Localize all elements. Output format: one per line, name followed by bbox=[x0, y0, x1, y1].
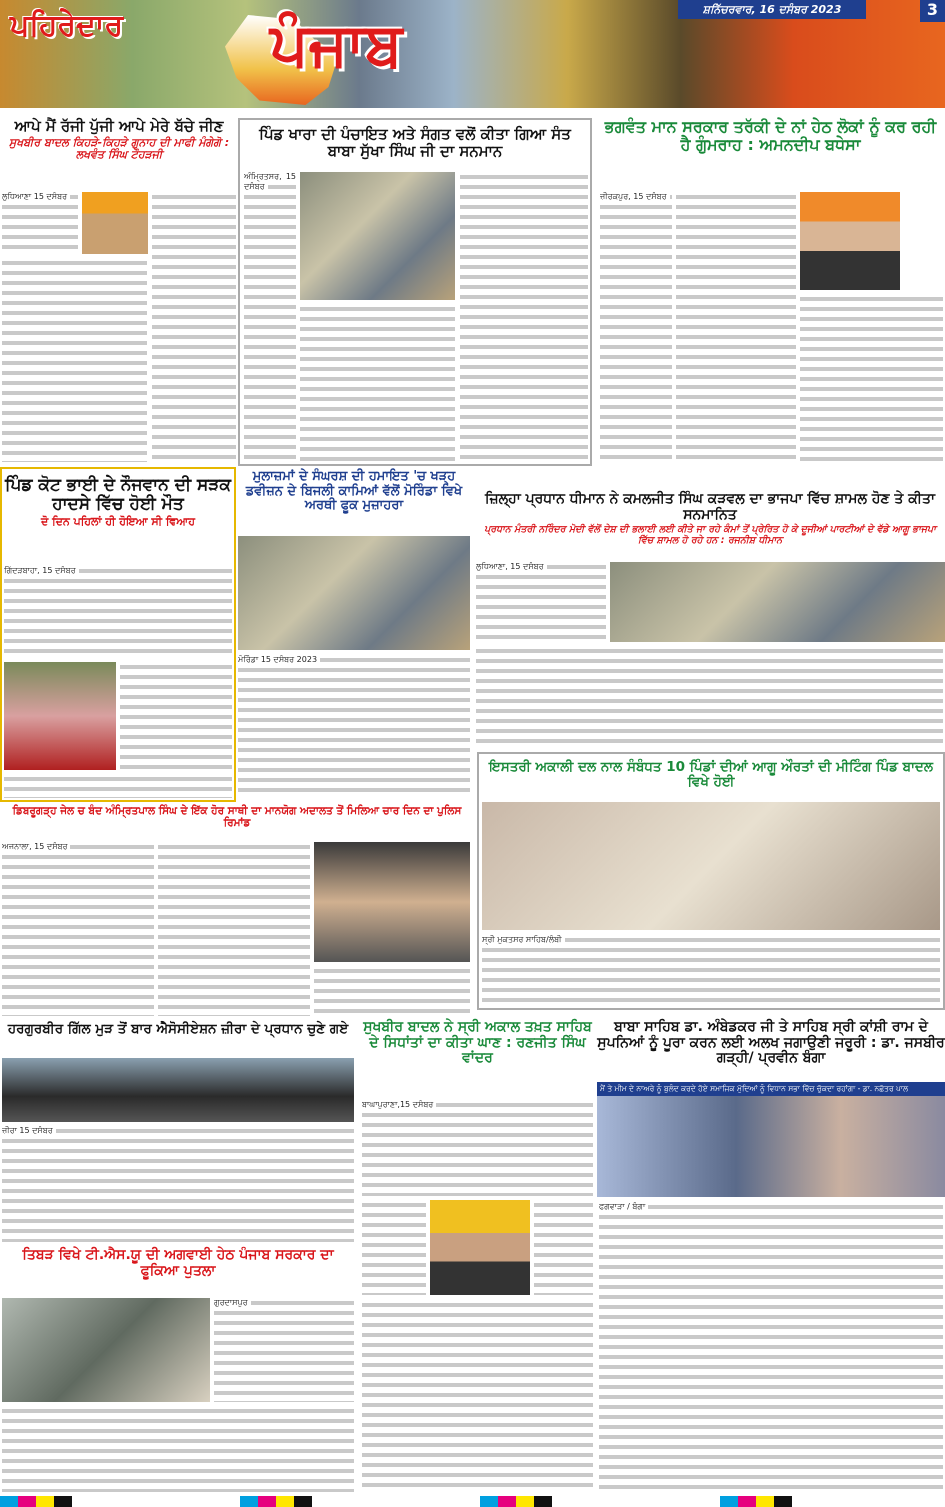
article-11-photo-banner: ਮੈਂ ਤੇ ਮੀਮ ਦੇ ਨਾਅਰੇ ਨੂੰ ਬੁਲੰਦ ਕਰਦੇ ਹੋਏ ਸਮਾਜਿਕ ਮੁੱਦਿਆਂ ਨੂੰ ਵਿਧਾਨ ਸਭਾ ਵਿੱਚ ਚੁੱਕਦਾ ਰਹਾਂਗਾ - ਡਾ. ਨਛੱਤਰ ਪਾਲ bbox=[597, 1082, 945, 1096]
article-7-photo bbox=[482, 802, 940, 930]
article-7-head bbox=[482, 760, 940, 790]
article-4-head bbox=[4, 476, 232, 528]
article-1-body-col1 bbox=[2, 258, 147, 462]
article-1-head bbox=[2, 118, 236, 161]
article-1-photo bbox=[82, 192, 148, 254]
article-12-headline: ਤਿਬੜ ਵਿਖੇ ਟੀ.ਐਸ.ਯੂ ਦੀ ਅਗਵਾਈ ਹੇਠ ਪੰਜਾਬ ਸਰਕਾਰ ਦਾ ਫੂਕਿਆ ਪੁਤਲਾ bbox=[22, 1247, 334, 1279]
article-11-headline: ਬਾਬਾ ਸਾਹਿਬ ਡਾ. ਅੰਬੇਡਕਰ ਜੀ ਤੇ ਸਾਹਿਬ ਸ੍ਰੀ ਕਾਂਸ਼ੀ ਰਾਮ ਦੇ ਸੁਪਨਿਆਂ ਨੂੰ ਪੂਰਾ ਕਰਨ ਲਈ ਅਲਖ ਜਗਾਉਣੀ ਜਰੂਰੀ : ਡਾ. ਜਸਬੀਰ ਗੜ੍ਹੀ/ ਪ੍ਰਵੀਨ ਬੰਗਾ bbox=[597, 1019, 945, 1067]
article-10-body-end bbox=[362, 1300, 593, 1492]
article-7-headline: ਇਸਤਰੀ ਅਕਾਲੀ ਦਲ ਨਾਲ ਸੰਬੰਧਤ 10 ਪਿੰਡਾਂ ਦੀਆਂ ਆਗੂ ਔਰਤਾਂ ਦੀ ਮੀਟਿੰਗ ਪਿੰਡ ਬਾਦਲ ਵਿਖੇ ਹੋਈ bbox=[489, 759, 933, 791]
section-title: ਪੰਜਾਬ bbox=[270, 10, 403, 80]
article-9-head bbox=[2, 1022, 354, 1037]
issue-date: ਸ਼ਨਿੱਚਰਵਾਰ, 16 ਦਸੰਬਰ 2023 bbox=[678, 0, 866, 19]
article-4-body-end bbox=[4, 774, 232, 798]
article-3-photo bbox=[800, 192, 900, 290]
print-color-bar bbox=[0, 1496, 945, 1507]
article-2-headline: ਪਿੰਡ ਖਾਰਾ ਦੀ ਪੰਚਾਇਤ ਅਤੇ ਸੰਗਤ ਵਲੋਂ ਕੀਤਾ ਗਿਆ ਸੰਤ ਬਾਬਾ ਸੁੱਖਾ ਸਿੰਘ ਜੀ ਦਾ ਸਨਮਾਨ bbox=[259, 125, 571, 160]
article-6-photo bbox=[610, 562, 945, 642]
article-3-body-col2 bbox=[676, 192, 796, 462]
article-4-body-col2 bbox=[120, 662, 232, 770]
article-11-head bbox=[597, 1020, 945, 1067]
article-8-body-col3 bbox=[314, 966, 470, 1016]
article-12-body: ਗੁਰਦਾਸਪੁਰ bbox=[214, 1298, 354, 1402]
article-1-subheadline: ਸੁਖਬੀਰ ਬਾਦਲ ਕਿਹੜੇ-ਕਿਹੜੇ ਗੁਨਾਹ ਦੀ ਮਾਫੀ ਮੰਗੇਗੋ : ਲਖਵੰਤ ਸਿੰਘ ਟੌਹੜਜੀ bbox=[8, 135, 230, 162]
article-12-head bbox=[2, 1248, 354, 1279]
article-3-body-col3 bbox=[800, 294, 943, 462]
article-10-headline: ਸੁਖਬੀਰ ਬਾਦਲ ਨੇ ਸ੍ਰੀ ਅਕਾਲ ਤਖ਼ਤ ਸਾਹਿਬ ਦੇ ਸਿਧਾਂਤਾਂ ਦਾ ਕੀਤਾ ਘਾਣ : ਰਣਜੀਤ ਸਿੰਘ ਵਾਂਦਰ bbox=[363, 1019, 592, 1067]
article-1-body: ਲੁਧਿਆਣਾ 15 ਦਸੰਬਰ bbox=[2, 192, 78, 254]
article-3-headline: ਭਗਵੰਤ ਮਾਨ ਸਰਕਾਰ ਤਰੱਕੀ ਦੇ ਨਾਂ ਹੇਠ ਲੋਕਾਂ ਨੂੰ ਕਰ ਰਹੀ ਹੈ ਗੁੰਮਰਾਹ : ਅਮਨਦੀਪ ਬਧੇਸਾ bbox=[604, 117, 937, 154]
article-9-photo bbox=[2, 1058, 354, 1122]
article-6-body-end bbox=[476, 646, 943, 746]
article-10-head bbox=[360, 1020, 595, 1067]
article-10-body: ਬਾਘਾਪੁਰਾਣਾ,15 ਦਸੰਬਰ bbox=[362, 1100, 593, 1196]
article-3-head bbox=[598, 118, 943, 154]
article-2-body-col2 bbox=[300, 304, 455, 462]
article-8-photo bbox=[314, 842, 470, 962]
article-2-body-col3 bbox=[460, 172, 588, 462]
article-8-body-col2 bbox=[158, 842, 310, 1016]
article-9-body: ਜ਼ੀਰਾ 15 ਦਸੰਬਰ bbox=[2, 1126, 354, 1242]
article-1-body-col2 bbox=[152, 192, 236, 462]
article-2-head bbox=[244, 126, 586, 160]
article-4-subheadline: ਦੋ ਦਿਨ ਪਹਿਲਾਂ ਹੀ ਹੋਇਆ ਸੀ ਵਿਆਹ bbox=[40, 515, 196, 529]
newspaper-logo: ਪਹਿਰੇਦਾਰ bbox=[10, 8, 124, 43]
article-4-headline: ਪਿੰਡ ਕੋਟ ਭਾਈ ਦੇ ਨੌਜਵਾਨ ਦੀ ਸੜਕ ਹਾਦਸੇ ਵਿੱਚ ਹੋਈ ਮੌਤ bbox=[4, 475, 232, 515]
article-5-headline: ਮੁਲਾਜ਼ਮਾਂ ਦੇ ਸੰਘਰਸ਼ ਦੀ ਹਮਾਇਤ 'ਚ ਖੜ੍ਹ ਡਵੀਜ਼ਨ ਦੇ ਬਿਜਲੀ ਕਾਮਿਆਂ ਵੱਲੋਂ ਮੋਰਿੰਡਾ ਵਿਖੇ ਅਰਥੀ ਫੂਕ ਮੁਜ਼ਾਹਰਾ bbox=[245, 469, 463, 514]
article-10-body-left bbox=[362, 1200, 426, 1295]
page-number: 3 bbox=[920, 0, 945, 22]
article-4-photo bbox=[4, 662, 116, 770]
article-10-photo bbox=[430, 1200, 530, 1295]
article-9-headline: ਹਰਗੁਰਬੀਰ ਗਿੱਲ ਮੁੜ ਤੋਂ ਬਾਰ ਐਸੋਸੀਏਸ਼ਨ ਜ਼ੀਰਾ ਦੇ ਪ੍ਰਧਾਨ ਚੁਣੇ ਗਏ bbox=[7, 1021, 349, 1037]
article-11-body: ਫਗਵਾੜਾ / ਬੰਗਾ bbox=[599, 1202, 943, 1492]
article-5-head bbox=[238, 470, 470, 514]
article-8-body: ਅਜਨਾਲਾ, 15 ਦਸੰਬਰ bbox=[2, 842, 154, 1016]
article-1-headline: ਆਪੇ ਮੈਂ ਰੱਜੀ ਪੁੱਜੀ ਆਪੇ ਮੇਰੇ ਬੱਚੇ ਜੀਣ bbox=[14, 117, 224, 135]
article-11-photo bbox=[597, 1096, 945, 1197]
article-10-body-right bbox=[534, 1200, 593, 1295]
article-12-body-end bbox=[2, 1406, 354, 1492]
article-5-body: ਮੋਰਿੰਡਾ 15 ਦਸੰਬਰ 2023 bbox=[238, 655, 470, 797]
article-3-body: ਜ਼ੀਰਕਪੁਰ, 15 ਦਸੰਬਰ bbox=[600, 192, 672, 462]
article-2-body: ਅੰਮ੍ਰਿਤਸਰ, 15 ਦਸੰਬਰ bbox=[244, 172, 296, 462]
article-2-photo bbox=[300, 172, 455, 300]
article-4-body: ਗਿੱਦੜਬਾਹਾ, 15 ਦਸੰਬਰ bbox=[4, 566, 232, 656]
article-7-body: ਸ੍ਰੀ ਮੁਕਤਸਰ ਸਾਹਿਬ/ਲੰਬੀ bbox=[482, 935, 940, 1005]
article-8-headline: ਡਿਬਰੂਗੜ੍ਹ ਜੇਲ ਚ ਬੰਦ ਅੰਮ੍ਰਿਤਪਾਲ ਸਿੰਘ ਦੇ ਇੱਕ ਹੋਰ ਸਾਥੀ ਦਾ ਮਾਨਯੋਗ ਅਦਾਲਤ ਤੋਂ ਮਿਲਿਆ ਚਾਰ ਦਿਨ ਦਾ ਪੁਲਿਸ ਰਿਮਾਂਡ bbox=[12, 805, 462, 829]
article-6-subheadline: ਪ੍ਰਧਾਨ ਮੰਤਰੀ ਨਰਿੰਦਰ ਮੋਦੀ ਵੱਲੋਂ ਦੇਸ਼ ਦੀ ਭਲਾਈ ਲਈ ਕੀਤੇ ਜਾ ਰਹੇ ਕੰਮਾਂ ਤੋਂ ਪ੍ਰੇਰਿਤ ਹੋ ਕੇ ਦੂਜੀਆਂ ਪਾਰਟੀਆਂ ਦੇ ਵੱਡੇ ਆਗੂ ਭਾਜਪਾ ਵਿੱਚ ਸ਼ਾਮਲ ਹੋ ਰਹੇ ਹਨ : ਰਜਨੀਸ਼ ਧੀਮਾਨ bbox=[484, 524, 936, 546]
article-5-photo bbox=[238, 536, 470, 650]
article-6-headline: ਜ਼ਿਲ੍ਹਾ ਪ੍ਰਧਾਨ ਧੀਮਾਨ ਨੇ ਕਮਲਜੀਤ ਸਿੰਘ ਕੜਵਲ ਦਾ ਭਾਜਪਾ ਵਿੱਚ ਸ਼ਾਮਲ ਹੋਣ ਤੇ ਕੀਤਾ ਸਨਮਾਨਿਤ bbox=[485, 491, 935, 523]
article-8-head bbox=[2, 806, 472, 830]
article-6-head bbox=[476, 492, 944, 547]
article-6-body: ਲੁਧਿਆਣਾ, 15 ਦਸੰਬਰ bbox=[476, 562, 606, 642]
article-12-photo bbox=[2, 1298, 210, 1402]
